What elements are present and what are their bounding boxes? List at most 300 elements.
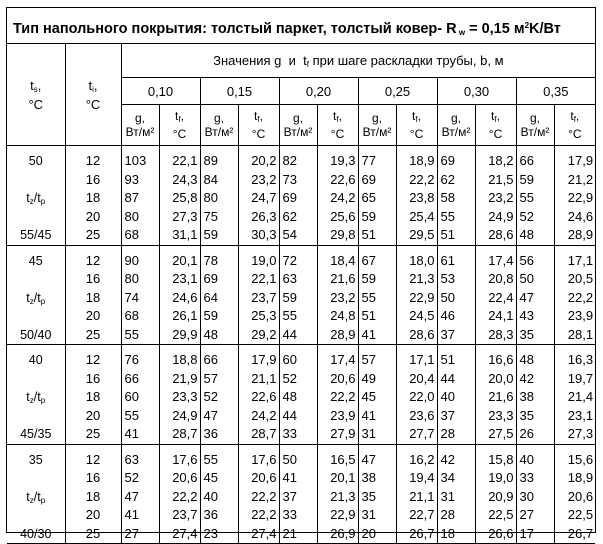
tf-value: 25,4 [409, 208, 435, 224]
g-value: 47 [519, 289, 534, 305]
tf-value: 25,8 [172, 190, 198, 205]
ts-value: 40 [28, 353, 43, 367]
table-title: Тип напольного покрытия: толстый паркет, толстый ковер- R $_w$ = 0,15 $м^2K/Вт$ [7, 8, 595, 44]
g-value: 33 [282, 507, 297, 522]
tf-value: 22,6 [251, 389, 277, 404]
tf-cell [475, 444, 516, 544]
g-value: 35 [519, 326, 534, 342]
ti-value: 16 [85, 370, 101, 386]
g-value: 87 [124, 190, 139, 205]
g-cell [279, 345, 317, 445]
tf-value: 22,2 [330, 389, 356, 404]
g-value: 28 [440, 507, 455, 522]
tf-value: 26,1 [172, 308, 198, 323]
g-value: 63 [124, 451, 139, 467]
g-value: 63 [282, 271, 297, 286]
g-value: 103 [124, 153, 147, 168]
spacing-header-1: 0,15 [200, 78, 279, 105]
tf-value: 17,1 [567, 252, 594, 268]
g-value: 74 [124, 289, 139, 305]
tf-value: 24,1 [488, 308, 514, 323]
g-unit: Вт/м² [283, 125, 313, 139]
tf-unit-header [475, 105, 516, 146]
g-value: 56 [519, 252, 534, 268]
g-cell [121, 444, 159, 544]
tf-cell [475, 345, 516, 445]
g-label: g, [371, 111, 382, 125]
g-cell [516, 146, 554, 246]
g-value: 35 [361, 488, 376, 504]
g-value: 51 [361, 227, 376, 242]
g-value: 62 [440, 171, 455, 187]
g-unit: Вт/м² [204, 125, 234, 139]
tf-value: 23,2 [488, 190, 514, 205]
g-value: 55 [203, 451, 218, 467]
g-value: 20 [361, 525, 376, 541]
tf-value: 20,0 [488, 370, 514, 386]
ti-value: 16 [85, 271, 101, 286]
tf-value: 23,2 [330, 289, 356, 305]
tf-value: 20,6 [251, 470, 277, 485]
tf-value: 20,6 [330, 370, 356, 386]
tf-value: 22,2 [409, 171, 435, 187]
tf-value: 21,1 [251, 370, 277, 386]
g-value: 53 [440, 271, 455, 286]
g-value: 44 [282, 407, 297, 423]
blank [7, 370, 65, 389]
g-value: 59 [203, 308, 218, 323]
tf-cell [554, 146, 595, 246]
tf-label: $t_f$, [175, 109, 184, 124]
g-value: 42 [519, 370, 534, 386]
g-value: 58 [440, 190, 455, 205]
ti-value: 16 [85, 171, 101, 187]
tf-value: 23,3 [488, 407, 514, 423]
tf-value: 20,8 [488, 271, 514, 286]
g-value: 17 [519, 525, 534, 541]
ratio-value: 40/30 [20, 526, 52, 541]
ti-value: 20 [85, 407, 101, 423]
g-value: 55 [124, 407, 139, 423]
tf-value: 27,4 [251, 525, 277, 541]
g-cell [200, 345, 238, 445]
g-value: 52 [282, 370, 297, 386]
g-label: g, [450, 111, 461, 125]
tf-value: 20,5 [567, 271, 594, 286]
g-value: 40 [440, 389, 455, 404]
tf-cell [238, 345, 279, 445]
ratio-label: $t_z/t_p$ [26, 290, 46, 306]
tf-cell [317, 345, 358, 445]
tf-value: 28,6 [409, 326, 435, 342]
tf-value: 22,0 [409, 389, 435, 404]
g-value: 42 [440, 451, 455, 467]
ts-value: 35 [28, 452, 43, 467]
g-unit-header [358, 105, 396, 146]
g-value: 36 [203, 507, 218, 522]
tf-cell [554, 444, 595, 544]
ti-value: 18 [85, 289, 101, 305]
tf-value: 23,9 [330, 407, 356, 423]
tf-label: $t_f$, [570, 109, 580, 124]
g-value: 48 [519, 352, 534, 367]
g-value: 40 [203, 488, 218, 504]
tf-value: 22,2 [251, 488, 277, 504]
spacing-header-2: 0,20 [279, 78, 358, 105]
tf-value: 22,4 [488, 289, 514, 305]
ratio-label: $t_z/t_p$ [26, 489, 46, 505]
g-value: 52 [124, 470, 139, 485]
tf-value: 22,5 [567, 507, 594, 522]
g-value: 18 [440, 525, 455, 541]
tf-value: 28,7 [172, 426, 198, 441]
ratio-value: 45/35 [20, 427, 52, 441]
ti-value: 20 [85, 208, 101, 224]
ti-value: 16 [85, 470, 101, 485]
g-cell [437, 245, 475, 345]
g-value: 50 [519, 271, 534, 286]
tf-value: 23,7 [251, 289, 277, 305]
ti-value: 12 [85, 451, 101, 467]
blank [7, 307, 65, 326]
floor-covering-table [6, 7, 596, 541]
g-value: 31 [440, 488, 455, 504]
g-cell [279, 245, 317, 345]
tf-unit-header [317, 105, 358, 146]
g-value: 61 [440, 252, 455, 268]
tf-cell [159, 245, 200, 345]
tf-value: 23,6 [409, 407, 435, 423]
g-value: 57 [203, 370, 218, 386]
g-cell [437, 146, 475, 246]
ti-value: 12 [85, 352, 101, 367]
blank [7, 506, 65, 525]
tf-unit-header [396, 105, 437, 146]
g-unit-header [279, 105, 317, 146]
g-value: 55 [519, 190, 534, 205]
ratio-value: 55/45 [20, 228, 52, 242]
tf-cell [554, 245, 595, 345]
g-value: 45 [203, 470, 218, 485]
g-cell [200, 146, 238, 246]
tf-label: $t_f$, [491, 109, 500, 124]
ti-value: 20 [85, 507, 101, 522]
g-value: 46 [440, 308, 455, 323]
g-value: 59 [519, 171, 534, 187]
tf-value: 17,1 [409, 352, 435, 367]
g-unit: Вт/м² [441, 125, 471, 139]
tf-value: 28,1 [567, 326, 594, 342]
g-label: g, [213, 111, 224, 125]
g-unit-header [437, 105, 475, 146]
spacing-header-4: 0,30 [437, 78, 516, 105]
tf-value: 21,2 [567, 171, 594, 187]
table-body [7, 146, 595, 544]
g-value: 37 [440, 407, 455, 423]
g-cell [358, 444, 396, 544]
tf-value: 21,3 [409, 271, 435, 286]
g-value: 93 [124, 171, 139, 187]
g-value: 38 [361, 470, 376, 485]
tf-cell [238, 245, 279, 345]
tf-unit: °C [251, 127, 266, 141]
tf-value: 31,1 [172, 227, 198, 242]
g-value: 69 [440, 153, 455, 168]
g-value: 26 [519, 426, 534, 441]
tf-value: 19,3 [330, 153, 356, 168]
tf-value: 16,3 [567, 352, 594, 367]
g-cell [121, 345, 159, 445]
g-value: 62 [282, 208, 297, 224]
ti-cell [65, 345, 121, 445]
g-cell [437, 444, 475, 544]
tf-cell [159, 444, 200, 544]
tf-cell [317, 245, 358, 345]
ti-value: 25 [85, 326, 101, 342]
g-value: 55 [282, 308, 297, 323]
g-cell [516, 444, 554, 544]
tf-value: 24,3 [172, 171, 198, 187]
tf-value: 29,9 [172, 326, 198, 342]
g-value: 41 [124, 507, 139, 522]
tf-value: 22,7 [409, 507, 435, 522]
tf-cell [159, 146, 200, 246]
g-cell [279, 444, 317, 544]
tf-value: 27,4 [172, 525, 198, 541]
tf-value: 18,9 [567, 470, 594, 485]
tf-value: 20,2 [251, 153, 277, 168]
tf-value: 26,7 [567, 525, 594, 541]
tf-value: 22,2 [251, 507, 277, 522]
tf-value: 18,8 [172, 352, 198, 367]
tf-value: 20,1 [330, 470, 356, 485]
tf-value: 20,9 [488, 488, 514, 504]
tf-value: 30,3 [251, 227, 277, 242]
g-value: 33 [519, 470, 534, 485]
g-cell [437, 345, 475, 445]
ratio-label: $t_z/t_p$ [26, 191, 46, 206]
tf-value: 29,5 [409, 227, 435, 242]
tf-value: 18,9 [409, 153, 435, 168]
g-value: 80 [203, 190, 218, 205]
tf-value: 16,6 [488, 352, 514, 367]
spacing-main-header: Значения g и $t_f$ при шаге раскладки трубы, b, м [121, 44, 595, 78]
g-value: 45 [361, 389, 376, 404]
g-value: 59 [203, 227, 218, 242]
tf-cell [554, 345, 595, 445]
tf-value: 24,9 [172, 407, 198, 423]
tf-cell [475, 146, 516, 246]
g-cell [358, 146, 396, 246]
g-value: 65 [361, 190, 376, 205]
ratio-value: 50/40 [20, 327, 52, 342]
ts-value: 45 [28, 253, 43, 268]
g-value: 80 [124, 208, 139, 224]
tf-value: 23,8 [409, 190, 435, 205]
g-value: 34 [440, 470, 455, 485]
g-value: 48 [519, 227, 534, 242]
tf-value: 21,3 [330, 488, 356, 504]
g-value: 41 [124, 426, 139, 441]
g-cell [121, 146, 159, 246]
tf-value: 26,9 [330, 525, 356, 541]
tf-label: $t_f$, [254, 109, 263, 124]
ts-cell [7, 444, 65, 544]
tf-value: 24,8 [330, 308, 356, 323]
tf-value: 23,9 [567, 308, 594, 323]
tf-value: 24,7 [251, 190, 277, 205]
tf-value: 25,3 [251, 308, 277, 323]
tf-value: 23,1 [172, 271, 198, 286]
g-value: 23 [203, 525, 218, 541]
tf-value: 23,1 [567, 407, 594, 423]
g-value: 76 [124, 352, 139, 367]
g-value: 67 [361, 252, 376, 268]
g-value: 47 [203, 407, 218, 423]
ti-cell [65, 245, 121, 345]
ti-cell [65, 146, 121, 246]
blank [7, 469, 65, 488]
g-value: 59 [361, 208, 376, 224]
tf-cell [396, 245, 437, 345]
tf-value: 26,7 [409, 525, 435, 541]
g-unit: Вт/м² [362, 125, 392, 139]
tf-value: 27,7 [409, 426, 435, 441]
g-value: 37 [440, 326, 455, 342]
tf-unit-header [159, 105, 200, 146]
tf-value: 26,6 [488, 525, 514, 541]
g-cell [200, 245, 238, 345]
tf-value: 21,9 [172, 370, 198, 386]
ti-value: 25 [85, 426, 101, 441]
table-row [7, 146, 595, 246]
g-label: g, [134, 111, 145, 125]
tf-value: 22,2 [172, 488, 198, 504]
ti-value: 12 [85, 153, 101, 168]
tf-value: 22,1 [251, 271, 277, 286]
tf-value: 15,8 [488, 451, 514, 467]
tf-cell [238, 444, 279, 544]
tf-value: 23,2 [251, 171, 277, 187]
tf-label: $t_f$, [412, 109, 421, 124]
blank [7, 407, 65, 426]
tf-value: 22,1 [172, 153, 198, 168]
tf-value: 17,6 [172, 451, 198, 467]
g-value: 69 [361, 171, 376, 187]
tf-value: 21,5 [488, 171, 514, 187]
g-value: 59 [361, 271, 376, 286]
g-cell [121, 245, 159, 345]
ti-value: 18 [85, 190, 101, 205]
g-value: 80 [124, 271, 139, 286]
tf-cell [475, 245, 516, 345]
ti-value: 25 [85, 525, 101, 541]
g-value: 66 [519, 153, 534, 168]
ti-value: 18 [85, 488, 101, 504]
tf-cell [396, 146, 437, 246]
ts-value: 50 [28, 154, 43, 168]
tf-value: 21,6 [488, 389, 514, 404]
tf-value: 22,6 [330, 171, 356, 187]
g-value: 41 [361, 407, 376, 423]
tf-value: 27,9 [330, 426, 356, 441]
g-cell [358, 345, 396, 445]
g-value: 66 [124, 370, 139, 386]
g-value: 41 [282, 470, 297, 485]
g-value: 48 [282, 389, 297, 404]
g-value: 41 [361, 326, 376, 342]
g-value: 84 [203, 171, 218, 187]
g-value: 36 [203, 426, 218, 441]
g-value: 55 [440, 208, 455, 224]
tf-unit-header [554, 105, 595, 146]
tf-unit: °C [568, 127, 582, 141]
g-value: 82 [282, 153, 297, 168]
g-value: 33 [282, 426, 297, 441]
g-value: 55 [361, 289, 376, 305]
tf-value: 22,9 [330, 507, 356, 522]
tf-value: 21,6 [330, 271, 356, 286]
tf-value: 17,9 [251, 352, 277, 367]
blank [7, 171, 65, 190]
tf-value: 15,6 [567, 451, 594, 467]
tf-value: 21,4 [567, 389, 594, 404]
tf-cell [238, 146, 279, 246]
tf-value: 18,2 [488, 153, 514, 168]
tf-value: 16,5 [330, 451, 356, 467]
g-value: 78 [203, 252, 218, 268]
tf-value: 24,2 [330, 190, 356, 205]
g-value: 31 [361, 426, 376, 441]
tf-value: 22,5 [488, 507, 514, 522]
tf-value: 28,9 [567, 227, 594, 242]
blank [7, 270, 65, 289]
tf-value: 19,4 [409, 470, 435, 485]
tf-cell [396, 345, 437, 445]
tf-unit: °C [330, 127, 345, 141]
g-unit-header [200, 105, 238, 146]
ti-value: 20 [85, 308, 101, 323]
tf-value: 17,6 [251, 451, 277, 467]
g-label: g, [529, 111, 540, 125]
g-cell [279, 146, 317, 246]
tf-unit: °C [172, 127, 187, 141]
g-unit-header [121, 105, 159, 146]
spacing-header-0: 0,10 [121, 78, 200, 105]
tf-value: 17,9 [567, 153, 594, 168]
tf-value: 23,3 [172, 389, 198, 404]
tf-unit-header [238, 105, 279, 146]
g-value: 51 [361, 308, 376, 323]
tf-value: 17,4 [330, 352, 356, 367]
tf-value: 28,6 [488, 227, 514, 242]
tf-value: 16,2 [409, 451, 435, 467]
table-row [7, 245, 595, 345]
ti-value: 12 [85, 252, 101, 268]
tf-value: 19,0 [488, 470, 514, 485]
table-row [7, 444, 595, 544]
tf-value: 22,9 [409, 289, 435, 305]
g-value: 69 [203, 271, 218, 286]
g-value: 75 [203, 208, 218, 224]
tf-value: 24,9 [488, 208, 514, 224]
tf-value: 27,3 [567, 426, 594, 441]
g-value: 50 [282, 451, 297, 467]
g-value: 66 [203, 352, 218, 367]
g-value: 47 [361, 451, 376, 467]
spacing-header-5: 0,35 [516, 78, 595, 105]
tf-value: 23,7 [172, 507, 198, 522]
